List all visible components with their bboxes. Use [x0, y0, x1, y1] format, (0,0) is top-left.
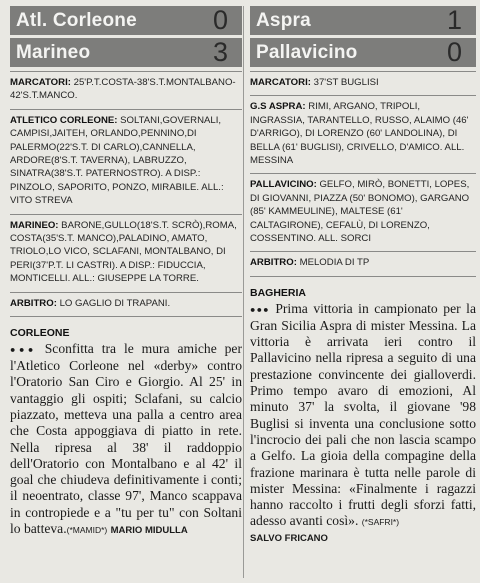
home-team-score-row	[10, 6, 242, 35]
away-team-name: Pallavicino	[256, 41, 358, 63]
author: SALVO FRICANO	[250, 532, 328, 544]
away-team-score: 3	[212, 37, 228, 67]
scorers: MARCATORI: 37'ST BUGLISI	[250, 77, 379, 88]
signature: (*MAMID*)	[66, 525, 108, 536]
home-lineup: ATLETICO CORLEONE: SOLTANI,GOVERNALI, CAMPISI,JAITEH, ORLANDO,PENNINO,DI PALERMO(22'S.T. DI CARLO),CANNELLA, ARDORE(8'S.T. TAVERNA), LABRUZZO, SINATRA(38'S.T. PATERNOSTRO). A DISP.: PINZOLO, SAPORITO, PONZO, MIRABILE. ALL.: VITO STREVA	[10, 114, 224, 207]
bullet-icon: ●●●	[250, 304, 270, 315]
signature: (*SAFRI*)	[361, 517, 400, 528]
referee: ARBITRO: LO GAGLIO DI TRAPANI.	[10, 297, 171, 309]
away-team-score-row	[250, 38, 476, 67]
divider	[10, 109, 242, 110]
article-body: ●●● Prima vittoria in campionato per la Gran Sicilia Aspra di mister Messina. La vittoria è arrivata ieri contro il Pallavicino nella ripresa a seguito di una prestazione convincente dei gialloverdi. Primo tempo avaro di emozioni, Al minuto 37' la svolta, il giovane '98 Buglisi si inventa una conclusione sotto l'incrocio dei pali che non lascia scampo a Gelfo. La gioia della compagine della frazione marinara è tutta nelle parole di mister Messina: «Finalmente i ragazzi hanno raccolto i frutti degli sforzi fatti, adesso avanti così». (*SAFRI*)	[250, 300, 476, 529]
column-divider	[243, 6, 244, 578]
bullet-icon: ●●●	[10, 344, 37, 355]
match-report-aspra-pallavicino	[250, 6, 476, 544]
divider	[250, 173, 476, 174]
dateline: CORLEONE	[10, 327, 70, 340]
divider	[10, 316, 242, 317]
away-team-score-row	[10, 38, 242, 67]
away-lineup: PALLAVICINO: GELFO, MIRÒ, BONETTI, LOPES, DI GIOVANNI, PIAZZA (50' BONOMO), GARGANO (85' KAMMEULINE), MALTESE (61' CALTAGIRONE), CEFALÙ, DI LORENZO, COSSENTINO. ALL. SORCI	[250, 179, 470, 245]
scorers: MARCATORI: 25'P.T.COSTA-38'S.T.MONTALBANO-42'S.T.MANCO.	[10, 77, 236, 102]
divider	[250, 251, 476, 252]
divider	[250, 276, 476, 277]
home-team-name: Atl. Corleone	[16, 9, 137, 31]
referee: ARBITRO: MELODIA DI TP	[250, 257, 370, 269]
home-team-name: Aspra	[256, 9, 311, 31]
away-team-name: Marineo	[16, 41, 91, 63]
away-lineup: MARINEO: BARONE,GULLO(18'S.T. SCRÒ),ROMA, COSTA(35'S.T. MANCO),PALADINO, AMATO, TRIOLO,LO VICO, SCLAFANI, MONTALBANO, DI PERI(37'P.T. LI CASTRI). A DISP.: FIDUCCIA, MONTICELLI. ALL.: GIUSEPPE LA TORRE.	[10, 219, 237, 285]
divider	[250, 95, 476, 96]
divider	[10, 214, 242, 215]
match-report-corleone-marineo	[10, 6, 242, 539]
divider	[250, 71, 476, 72]
divider	[10, 71, 242, 72]
article-body: ●●● Sconfitta tra le mura amiche per l'Atletico Corleone nel «derby» contro l'Oratorio San Ciro e Giorgio. Al 25' in vantaggio gli ospiti; Sclafani, su calcio piazzato, metteva una palla a centro area che Costa appoggiava di piatto in rete. Nella ripresa al 38' il raddoppio dell'Oratorio con Montalbano e al 42' il goal che chiudeva definitivamente i conti; il neoentrato, classe 97', Manco scappava in contropiede e a "tu per tu" con Soltani lo batteva.(*MAMID*) MARIO MIDULLA	[10, 341, 242, 537]
divider	[10, 292, 242, 293]
dateline: BAGHERIA	[250, 286, 307, 299]
author: MARIO MIDULLA	[110, 525, 188, 537]
away-team-score: 0	[446, 37, 462, 67]
home-lineup: G.S ASPRA: RIMI, ARGANO, TRIPOLI, INGRASSIA, TARANTELLO, RUSSO, ALAIMO (46' D'ARRIGO), DI LORENZO (60' LANDOLINA), DI BELLA (61' BUGLISI), CRIVELLO, D'AMICO. ALL. MESSINA	[250, 101, 469, 167]
home-team-score: 0	[212, 5, 228, 35]
home-team-score-row	[250, 6, 476, 35]
home-team-score: 1	[446, 5, 462, 35]
